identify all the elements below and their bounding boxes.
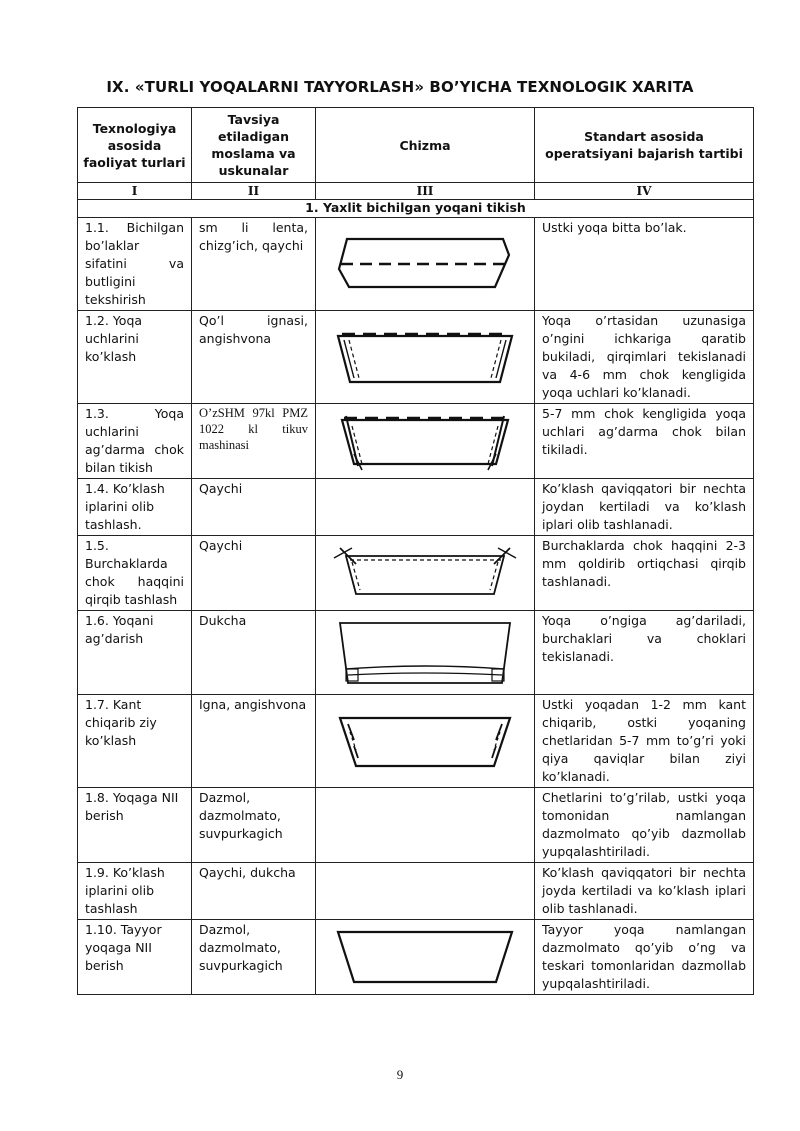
step-cell: 1.6. Yoqani ag’darish <box>78 611 192 695</box>
tool-cell: Qaychi, dukcha <box>192 863 316 920</box>
roman-1: I <box>78 183 192 200</box>
tool-cell: Qaychi <box>192 536 316 611</box>
description-cell: Ustki yoqa bitta bo’lak. <box>535 218 754 311</box>
tool-cell: O’zSHM 97kl PMZ 1022 kl tikuv mashinasi <box>192 404 316 479</box>
step-cell: 1.9. Ko’klash iplarini olib tashlash <box>78 863 192 920</box>
drawing-cell <box>316 404 535 479</box>
table-row <box>78 695 754 788</box>
header-row <box>78 108 754 183</box>
description-cell: Ustki yoqadan 1-2 mm kant chiqarib, ostki yoqaning chetlaridan 5-7 mm to’g’ri yoki qiya qaviqlar bilan ziyi ko’klanadi. <box>535 695 754 788</box>
drawing-cell <box>316 536 535 611</box>
collar-stitching-drawing <box>332 410 518 472</box>
section-title: 1. Yaxlit bichilgan yoqani tikish <box>78 200 754 218</box>
edge-basting-drawing <box>332 710 518 772</box>
tool-cell: Dazmol, dazmolmato, suvpurkagich <box>192 788 316 863</box>
drawing-cell <box>316 920 535 995</box>
drawing-cell <box>316 611 535 695</box>
step-cell: 1.5. Burchaklarda chok haqqini qirqib tashlash <box>78 536 192 611</box>
description-cell: 5-7 mm chok kengligida yoqa uchlari ag’darma chok bilan tikiladi. <box>535 404 754 479</box>
collar-basting-drawing <box>332 326 518 388</box>
table-row <box>78 863 754 920</box>
finished-collar-drawing <box>332 926 518 988</box>
header-operation-order: Standart asosida operatsiyani bajarish tartibi <box>535 108 754 183</box>
collar-cut-piece-drawing <box>335 233 515 295</box>
step-cell: 1.2. Yoqa uchlarini ko’klash <box>78 311 192 404</box>
drawing-cell <box>316 479 535 536</box>
description-cell: Ko’klash qaviqqatori bir nechta joydan kertiladi va ko’klash iplari olib tashlanadi. <box>535 479 754 536</box>
roman-4: IV <box>535 183 754 200</box>
table-row <box>78 218 754 311</box>
drawing-cell <box>316 695 535 788</box>
step-cell: 1.3. Yoqa uchlarini ag’darma chok bilan tikish <box>78 404 192 479</box>
tool-cell: Dukcha <box>192 611 316 695</box>
tool-cell: Qaychi <box>192 479 316 536</box>
section-row <box>78 200 754 218</box>
technology-map-table <box>77 107 754 995</box>
table-row <box>78 311 754 404</box>
description-cell: Yoqa o’ngiga ag’dariladi, burchaklari va choklari tekislanadi. <box>535 611 754 695</box>
step-cell: 1.1. Bichilgan bo’laklar sifatini va butligini tekshirish <box>78 218 192 311</box>
description-cell: Ko’klash qaviqqatori bir nechta joyda kertiladi va ko’klash iplari olib tashlanadi. <box>535 863 754 920</box>
description-cell: Tayyor yoqa namlangan dazmolmato qo’yib o’ng va teskari tomonlaridan dazmollab yupqalashtiriladi. <box>535 920 754 995</box>
tool-cell: Igna, angishvona <box>192 695 316 788</box>
step-cell: 1.8. Yoqaga NII berish <box>78 788 192 863</box>
roman-2: II <box>192 183 316 200</box>
page-title: IX. «TURLI YOQALARNI TAYYORLASH» BO’YICHA TEXNOLOGIK XARITA <box>106 78 694 96</box>
description-cell: Chetlarini to’g’rilab, ustki yoqa tomonidan namlangan dazmolmato qo’yib dazmollab yupqalashtiriladi. <box>535 788 754 863</box>
table-row <box>78 920 754 995</box>
roman-3: III <box>316 183 535 200</box>
header-recommended-tools: Tavsiya etiladigan moslama va uskunalar <box>192 108 316 183</box>
corner-trim-drawing <box>332 542 518 604</box>
header-activity-types: Texnologiya asosida faoliyat turlari <box>78 108 192 183</box>
description-cell: Burchaklarda chok haqqini 2-3 mm qoldirib ortiqchasi qirqib tashlanadi. <box>535 536 754 611</box>
drawing-cell <box>316 788 535 863</box>
step-cell: 1.7. Kant chiqarib ziy ko’klash <box>78 695 192 788</box>
table-row <box>78 611 754 695</box>
collar-turned-drawing <box>332 615 518 691</box>
drawing-cell <box>316 311 535 404</box>
table-row <box>78 536 754 611</box>
table-row <box>78 479 754 536</box>
header-drawing: Chizma <box>316 108 535 183</box>
table-row <box>78 788 754 863</box>
roman-numeral-row <box>78 183 754 200</box>
drawing-cell <box>316 863 535 920</box>
tool-cell: sm li lenta, chizg’ich, qaychi <box>192 218 316 311</box>
step-cell: 1.4. Ko’klash iplarini olib tashlash. <box>78 479 192 536</box>
tool-cell: Qo’l ignasi, angishvona <box>192 311 316 404</box>
tool-cell: Dazmol, dazmolmato, suvpurkagich <box>192 920 316 995</box>
step-cell: 1.10. Tayyor yoqaga NII berish <box>78 920 192 995</box>
drawing-cell <box>316 218 535 311</box>
table-row <box>78 404 754 479</box>
page-number: 9 <box>396 1067 404 1082</box>
description-cell: Yoqa o’rtasidan uzunasiga o’ngini ichkariga qaratib bukiladi, qirqimlari tekislanadi va 4-6 mm chok kengligida yoqa uchlari ko’klanadi. <box>535 311 754 404</box>
